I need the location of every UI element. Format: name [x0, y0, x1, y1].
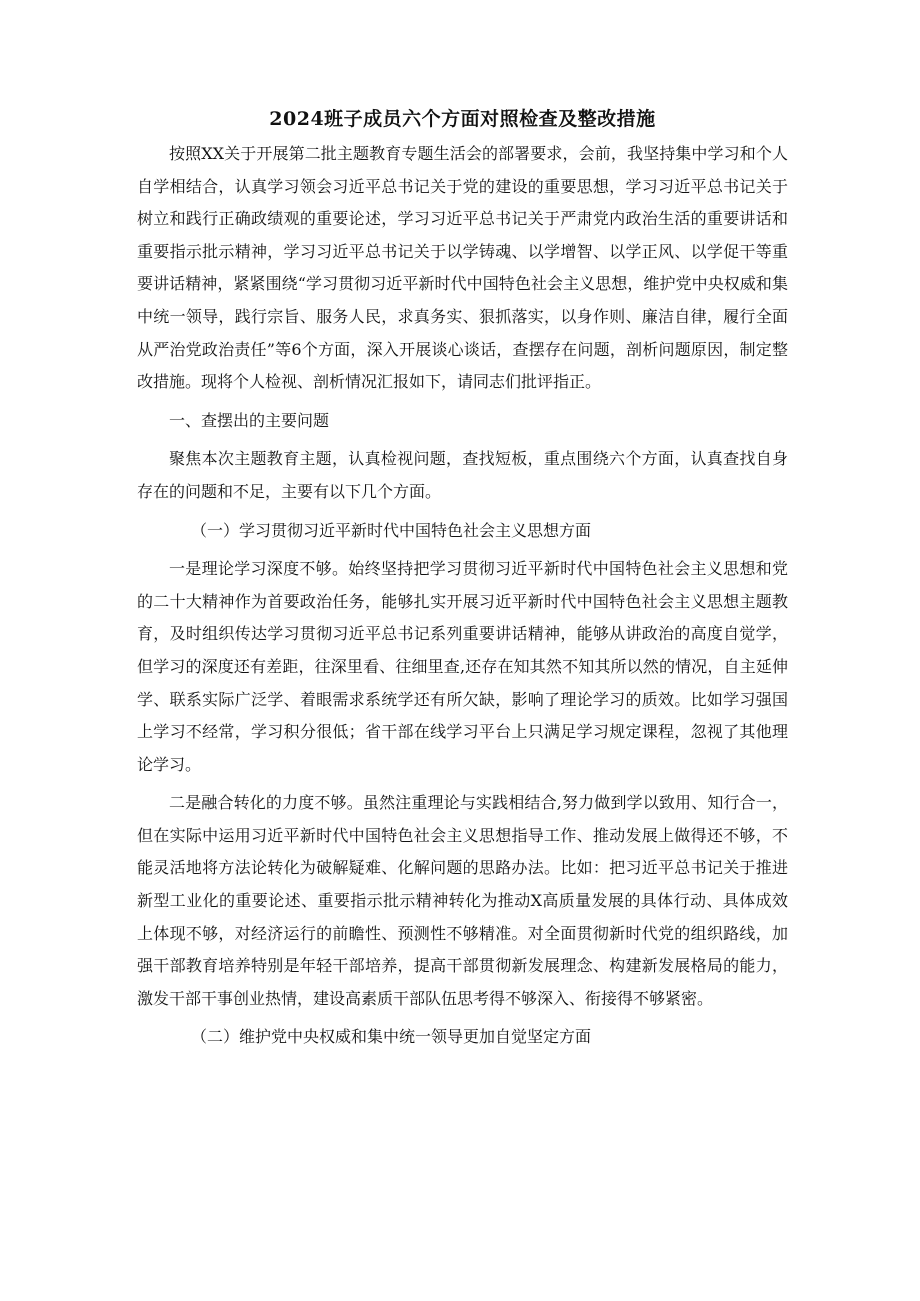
document-title: 2024班子成员六个方面对照检查及整改措施: [269, 108, 656, 130]
intro-paragraph: 按照XX关于开展第二批主题教育专题生活会的部署要求，会前，我坚持集中学习和个人自学相结合，认真学习领会习近平总书记关于党的建设的重要思想，学习习近平总书记关于树立和践行正确政绩观的重要论述，学习习近平总书记关于严肃党内政治生活的重要讲话和重要指示批示精神，学习习近平总书记关于以学铸魂、以学增智、以学正风、以学促干等重要讲话精神，紧紧围绕“学习贯彻习近平新时代中国特色社会主义思想，维护党中央权威和集中统一领导，践行宗旨、服务人民，求真务实、狠抓落实，以身作则、廉洁自律，履行全面从严治党政治责任”等6个方面，深入开展谈心谈话，查摆存在问题，剖析问题原因，制定整改措施。现将个人检视、剖析情况汇报如下，请同志们批评指正。: [137, 144, 788, 392]
point-paragraph-1: 一是理论学习深度不够。始终坚持把学习贯彻习近平新时代中国特色社会主义思想和党的二十大精神作为首要政治任务，能够扎实开展习近平新时代中国特色社会主义思想主题教育，及时组织传达学习贯彻习近平总书记系列重要讲话精神，能够从讲政治的高度自觉学，但学习的深度还有差距，往深里看、往细里查,还存在知其然不知其所以然的情况，自主延伸学、联系实际广泛学、着眼需求系统学还有所欠缺，影响了理论学习的质效。比如学习强国上学习不经常，学习积分很低；省干部在线学习平台上只满足学习规定课程，忽视了其他理论学习。: [137, 559, 788, 774]
subsection-heading-1: （一）学习贯彻习近平新时代中国特色社会主义思想方面: [191, 520, 592, 540]
section1-intro-paragraph: 聚焦本次主题教育主题，认真检视问题，查找短板，重点围绕六个方面，认真查找自身存在的问题和不足，主要有以下几个方面。: [137, 449, 788, 501]
point-paragraph-2: 二是融合转化的力度不够。虽然注重理论与实践相结合,努力做到学以致用、知行合一，但在实际中运用习近平新时代中国特色社会主义思想指导工作、推动发展上做得还不够，不能灵活地将方法论转化为破解疑难、化解问题的思路办法。比如：把习近平总书记关于推进新型工业化的重要论述、重要指示批示精神转化为推动X高质量发展的具体行动、具体成效上体现不够，对经济运行的前瞻性、预测性不够精准。对全面贯彻新时代党的组织路线，加强干部教育培养特别是年轻干部培养，提高干部贯彻新发展理念、构建新发展格局的能力，激发干部干事创业热情，建设高素质干部队伍思考得不够深入、衔接得不够紧密。: [137, 793, 788, 1008]
section-heading-1: 一、查摆出的主要问题: [169, 410, 330, 430]
subsection-heading-2: （二）维护党中央权威和集中统一领导更加自觉坚定方面: [191, 1027, 592, 1047]
